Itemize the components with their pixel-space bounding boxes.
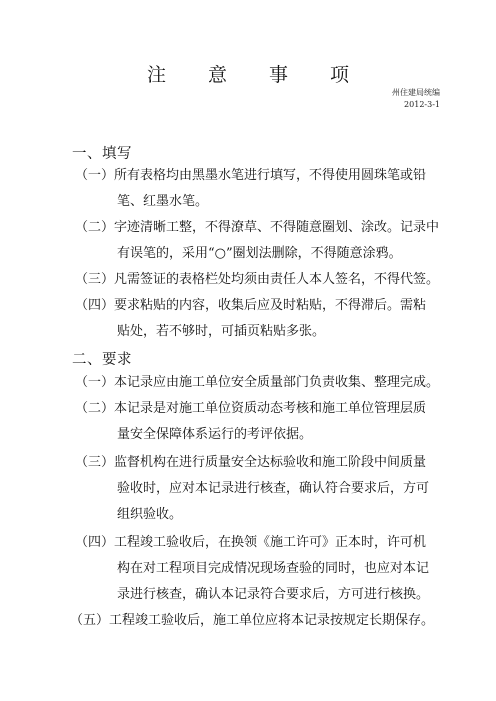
item-2-3-line-1: （三）监督机构在进行质量安全达标验收和施工阶段中间质量 (75, 455, 427, 470)
item-1-1-line-1: （一）所有表格均由黑墨水笔进行填写，不得使用圆珠笔或铅 (75, 168, 427, 183)
item-2-5-line-1: （五）工程竣工验收后，施工单位应将本记录按规定长期保存。 (70, 613, 435, 628)
item-1-4-line-2: 贴处，若不够时，可插页粘贴多张。 (117, 324, 326, 339)
item-2-4-line-3: 录进行核查，确认本记录符合要求后，方可进行核换。 (117, 587, 430, 602)
item-2-4-line-2: 构在对工程项目完成情况现场查验的同时，也应对本记 (117, 561, 430, 576)
compiler-org: 州住建局统编 (392, 88, 440, 97)
item-2-2-line-1: （二）本记录是对施工单位资质动态考核和施工单位管理层质 (75, 401, 427, 416)
item-1-2-line-2: 有误笔的，采用“○”圈划法删除，不得随意涂鸦。 (117, 246, 402, 261)
item-1-2-line-1: （二）字迹清晰工整，不得潦草、不得随意圈划、涂改。记录中 (75, 220, 440, 235)
section-heading-fill-in: 一、填写 (72, 146, 132, 162)
compile-date: 2012-3-1 (404, 100, 440, 109)
item-2-2-line-2: 量安全保障体系运行的考评依据。 (117, 427, 313, 442)
item-2-3-line-3: 组织验收。 (117, 507, 183, 522)
page-title: 注 意 事 项 (146, 64, 368, 86)
item-2-1-line-1: （一）本记录应由施工单位安全质量部门负责收集、整理完成。 (75, 375, 440, 390)
item-1-4-line-1: （四）要求粘贴的内容，收集后应及时粘贴，不得滞后。需粘 (75, 298, 427, 313)
item-2-4-line-1: （四）工程竣工验收后，在换领《施工许可》正本时，许可机 (75, 535, 427, 550)
item-1-3-line-1: （三）凡需签证的表格栏处均须由责任人本人签名，不得代签。 (75, 272, 440, 287)
item-2-3-line-2: 验收时，应对本记录进行核查，确认符合要求后，方可 (117, 481, 430, 496)
section-heading-requirements: 二、要求 (72, 352, 132, 368)
item-1-1-line-2: 笔、红墨水笔。 (117, 194, 209, 209)
